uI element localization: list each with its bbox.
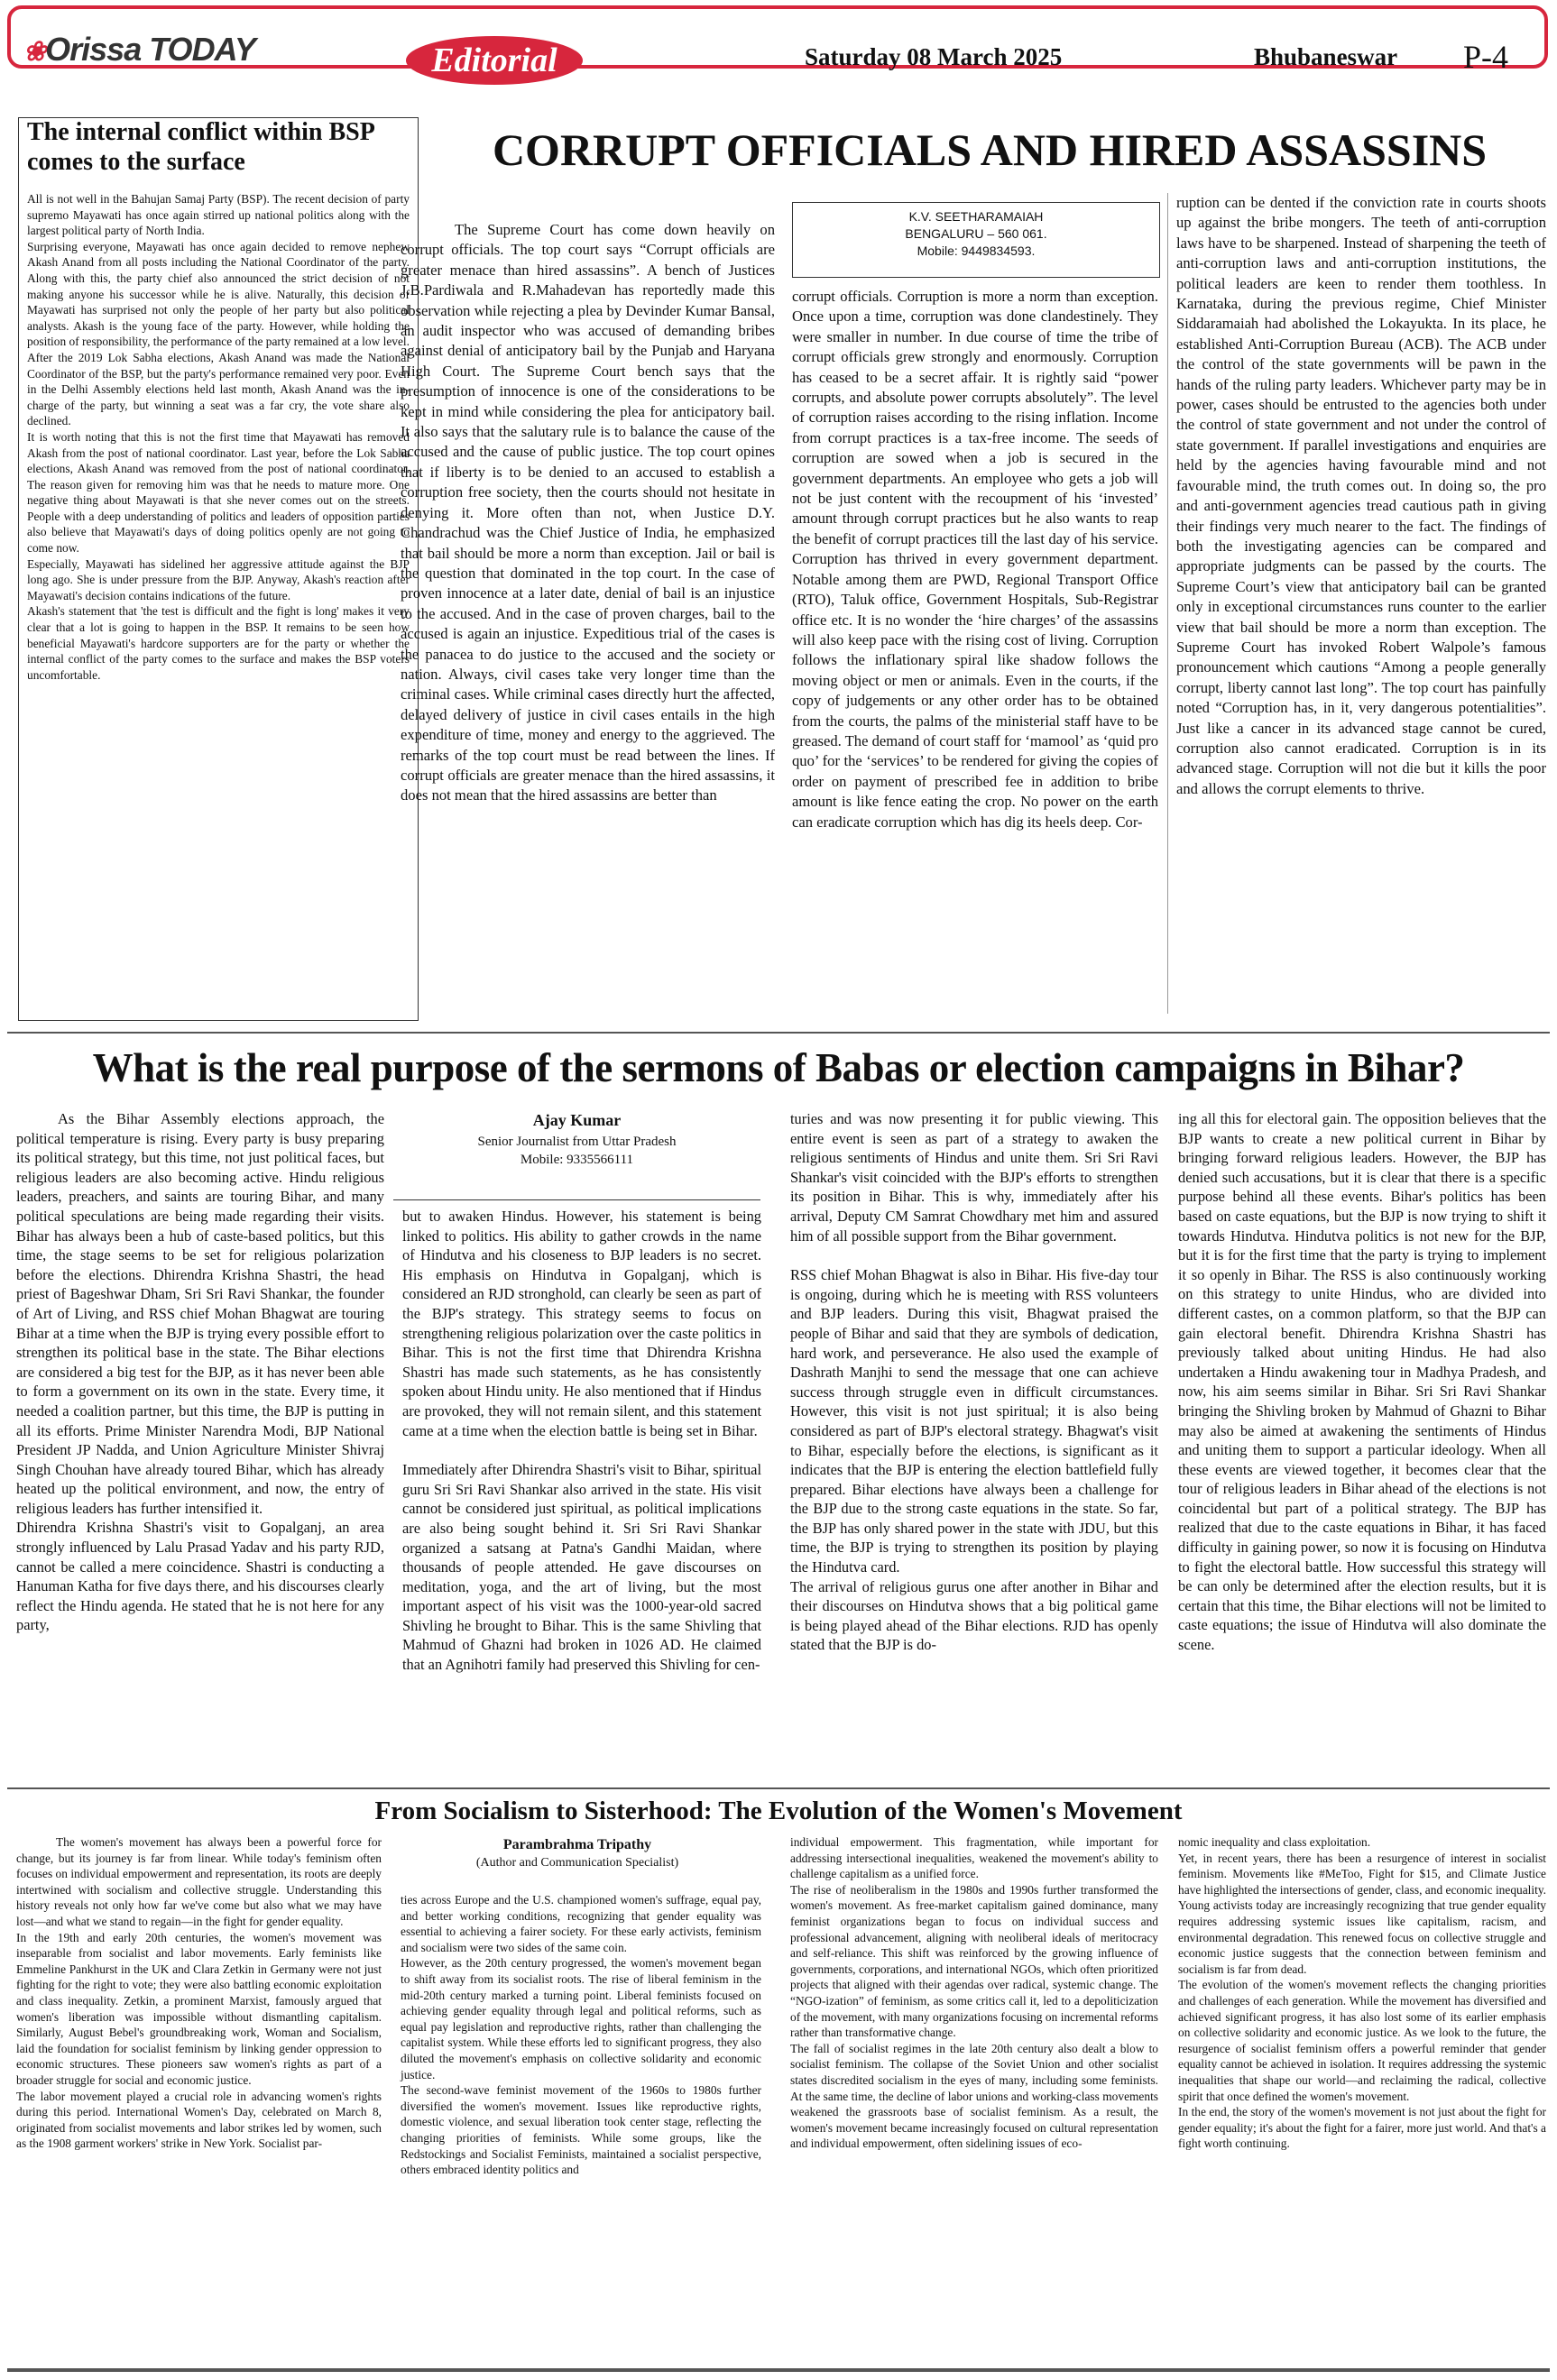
author-location: BENGALURU – 560 061. — [905, 226, 1047, 241]
bihar-author-block — [393, 1109, 760, 1208]
bsp-body — [27, 191, 410, 683]
bihar-col-3 — [790, 1109, 1158, 1655]
paragraph: ing all this for electoral gain. The opposition believes that the BJP wants to create a new political current in Bihar by bringing forward religious leaders. However, the BJP has denied such accusations, but it is clear that there is a specific purpose behind all these events. Bihar's politics has been based on caste equations, but the BJP is now trying to shift it towards Hindutva. Hindutva politics is not new for the BJP, but it is for the first time that the party is trying to implement it so openly in Bihar. The RSS is also continuously working on this strategy to unite Hindus, who are divided into different castes, on a common platform, so that the BJP can gain electoral benefit. Dhirendra Krishna Shastri has previously talked about uniting Hindus. He had also undertaken a Hindu awakening tour in Madhya Pradesh, and now, his aim seems similar in Bihar. Sri Sri Ravi Shankar bringing the Shivling broken by Mahmud of Ghazni to Bihar may also be aimed at awakening the sentiments of Hindus and uniting them to support a particular ideology. When all these events are viewed together, it becomes clear that the tour of religious leaders in Bihar ahead of the elections is not coincidental but part of a political strategy. The BJP has realized that due to the caste equations in Bihar, it has faced difficulty in gaining power, so now it is focusing on Hindutva to fight the electoral battle. How successful this strategy will be can only be determined after the election results, but it is certain that this time, the Bihar elections will not be limited to caste equations; the issue of Hindutva will also dominate the scene. — [1178, 1110, 1546, 1654]
paragraph: The evolution of the women's movement reflects the changing priorities and challenges of each generation. While the movement has diversified and achieved significant progress, it has also lost some of its earlier emphasis on collective solidarity and economic justice. As we look to the future, the resurgence of socialist feminism offers a powerful reminder that gender equality cannot be achieved in isolation. It requires addressing the systemic inequalities that shape our world—and reclaiming the radical, collective spirit that once defined the women's movement. — [1178, 1978, 1546, 2103]
paragraph: Dhirendra Krishna Shastri's visit to Gopalganj, an area strongly influenced by Lalu Prasad Yadav and his party RJD, cannot be called a mere coincidence. Shastri is conducting a Hanuman Katha for five days there, and his discourses clearly reflect the Hindu agenda. He stated that he is not here for any party, — [16, 1519, 384, 1634]
author-phone: Mobile: 9449834593. — [917, 244, 1036, 258]
paragraph: The fall of socialist regimes in the late 20th century also dealt a blow to socialist feminism. The collapse of the Soviet Union and other socialist states discredited socialism in the eyes of many, including some feminists. At the same time, the decline of labor unions and working-class movements weakened the grassroots base of socialist feminism. As a result, the women's movement became increasingly focused on cultural representation and individual empowerment, often sidelining issues of eco- — [790, 2041, 1158, 2151]
bihar-col-1 — [16, 1109, 384, 1635]
section-badge: Editorial — [406, 36, 583, 85]
author-name: Ajay Kumar — [532, 1111, 622, 1129]
women-col-2 — [401, 1892, 761, 2178]
paragraph: but to awaken Hindus. However, his statement is being linked to politics. His ability to gather crowds in the name of Hindutva and his closeness to BJP leaders is no secret. His emphasis on Hindutva in Gopalganj, which is considered an RJD stronghold, can clearly be seen as part of the BJP's strategy. This strategy seems to focus on strengthening religious polarization over the caste politics in Bihar. This is not the first time that Dhirendra Krishna Shastri has made such statements, as he has consistently spoken about Hindu unity. He also mentioned that if Hindus are provoked, they will not remain silent, and this statement came at a time when the election battle is being set in Bihar. — [402, 1208, 761, 1439]
corrupt-headline: CORRUPT OFFICIALS AND HIRED ASSASSINS — [492, 124, 1488, 175]
paragraph: As the Bihar Assembly elections approach, the political temperature is rising. Every party is busy preparing its political strategy, but this time, not just political faces, but religious leaders are also becoming active. Hindu religious leaders, preachers, and saints are touring Bihar, and many political speculations are being made regarding their visits. Bihar has always been a hub of caste-based politics, but this time, the stage seems to be set for religious polarization before the elections. Dhirendra Krishna Shastri, the head priest of Bageshwar Dham, Sri Sri Ravi Shankar, the founder of Art of Living, and RSS chief Mohan Bhagwat are touring Bihar at a time when the BJP is trying every possible effort to strengthen its political base in the state. The Bihar elections are considered a big test for the BJP, as it has never been able to form a government on its own in the state. Every time, it needed a coalition partner, but this time, the BJP is putting in all its efforts. Prime Minister Narendra Modi, BJP National President JP Nadda, and Union Agriculture Minister Shivraj Singh Chouhan have already toured Bihar, which has already heated up the political environment, and now, the entry of religious leaders has further intensified it. — [16, 1110, 384, 1517]
paragraph: However, as the 20th century progressed, the women's movement began to shift away from its socialist roots. The rise of liberal feminism in the mid-20th century marked a turning point. Liberal feminists focused on achieving gender equality through legal and political reforms, such as equal pay legislation and reproductive rights, rather than challenging the capitalist system. While these efforts led to significant progress, they also diluted the movement's emphasis on collective solidarity and economic justice. — [401, 1956, 761, 2081]
orissa-today-logo: ❀Orissa TODAY — [23, 31, 255, 68]
issue-date: Saturday 08 March 2025 — [805, 43, 1063, 70]
paragraph: individual empowerment. This fragmentation, while important for addressing intersectional inequalities, weakened the movement's ability to challenge capitalism as a unified force. — [790, 1835, 1158, 1881]
women-author-block — [397, 1836, 758, 1871]
bsp-headline: The internal conflict within BSP comes to the surface — [27, 118, 374, 176]
author-name: K.V. SEETHARAMAIAH — [908, 209, 1044, 224]
paragraph: Immediately after Dhirendra Shastri's visit to Bihar, spiritual guru Sri Sri Ravi Shankar also arrived in the state. His visit cannot be considered just spiritual, as political implications are also being sought behind it. Sri Sri Ravi Shankar organized a satsang at Patna's Gandhi Maidan, where thousands of people attended. He gave discourses on meditation, yoga, and the art of living, but the most important aspect of his visit was the 1000-year-old sacred Shivling he brought to Bihar. This is the same Shivling that Mahmud of Ghazni had broken in 1026 AD. He claimed that an Agnihotri family had preserved this Shivling for cen- — [402, 1461, 761, 1674]
paragraph: The second-wave feminist movement of the 1960s to 1980s further diversified the women's movement. Issues like reproductive rights, domestic violence, and sexual liberation took center stage, reflecting the changing priorities of feminists. While some groups, like the Redstockings and Socialist Feminists, maintained a socialist perspective, others embraced identity politics and — [401, 2083, 761, 2177]
women-col-3 — [790, 1834, 1158, 2152]
paragraph: The Supreme Court has come down heavily on corrupt officials. The top court says “Corrupt officials are greater menace than hired assassins”. A bench of Justices J.B.Pardiwala and R.Mahadevan has reportedly made this observation while rejecting a plea by Devinder Kumar Bansal, an audit inspector who was accused of demanding bribes against denial of anticipatory bail by the Punjab and Haryana High Court. The Supreme Court bench says that the presumption of innocence is one of the considerations to be kept in mind while considering the plea for anticipatory bail. It also says that the salutary rule is to balance the cause of the accused and the cause of public justice. The top court opines that if liberty is to be denied to an accused to establish a corruption free society, then the courts should not hesitate in denying it. More often than not, when Justice D.Y. Chandrachud was the Chief Justice of India, he emphasized that bail should be more a norm than exception. Jail or bail is the question that dominated in the top court. In the case of proven innocence at a later date, denial of bail is an injustice to the accused. And in the case of proven charges, bail to the accused is again an injustice. Expeditious trial of the cases is the panacea to do justice to the accused and the society or nation. Always, civil cases take very longer time than the criminal cases. While criminal cases directly hurt the affected, delayed delivery of justice in civil cases entails in the high expenditure of time, money and energy to the aggrieved. The remarks of the top court must be read between the lines. If corrupt officials are greater menace than the hired assassins, it does not mean that the hired assassins are better than — [401, 221, 775, 804]
paragraph: turies and was now presenting it for public viewing. This entire event is seen as part of a strategy to awaken the religious sentiments of Hindus and unite them. Sri Sri Ravi Shankar's visit coincided with the BJP's efforts to strengthen its position in Bihar. This is why, immediately after his arrival, Deputy CM Samrat Chowdhary met him and assured him of all possible support from the Bihar government. — [790, 1110, 1158, 1245]
paragraph: Especially, Mayawati has sidelined her aggressive attitude against the BJP long ago. She is under pressure from the BJP. Anyway, Akash's reaction after Mayawati's decision contains indications of the future. — [27, 556, 410, 602]
paragraph: Surprising everyone, Mayawati has once again decided to remove nephew Akash Anand from all posts including the National Coordinator of the party. Along with this, the party chief also announced the strict decision of not making anyone his successor while he is alive. Naturally, this decision of Mayawati has surprised not only the people of her party but also political analysts. Akash is the young face of the party. However, while holding the position of responsibility, the performance of the party remained at a low level. After the 2019 Lok Sabha elections, Akash Anand was made the National Coordinator of the BSP, but the party's performance remained very poor. Even in the Delhi Assembly elections held last month, Akash Anand was the in-charge of the party, but winning a seat was a far cry, the vote share also declined. — [27, 239, 410, 428]
corrupt-col-3 — [1176, 193, 1546, 799]
paragraph: The arrival of religious gurus one after another in Bihar and their discourses on Hindutva shows that a big political game is being played ahead of the Bihar elections. RJD has openly stated that the BJP is do- — [790, 1577, 1158, 1654]
bihar-col-2 — [402, 1207, 761, 1675]
bottom-rule — [7, 2368, 1550, 2372]
women-col-4 — [1178, 1834, 1546, 2152]
women-col-1 — [16, 1834, 382, 2152]
paragraph: All is not well in the Bahujan Samaj Party (BSP). The recent decision of party supremo Mayawati has once again stirred up national politics along with the largest political party of North India. — [27, 192, 410, 238]
author-name: Parambrahma Tripathy — [502, 1837, 652, 1852]
paragraph: RSS chief Mohan Bhagwat is also in Bihar. His five-day tour is ongoing, during which he is meeting with RSS volunteers and BJP leaders. During this visit, Bhagwat praised the people of Bihar and said that they are symbols of dedication, hard work, and perseverance. He also used the example of Dashrath Manjhi to send the message that one can achieve success through struggle even in difficult circumstances. However, this visit is not just spiritual; it is also being considered as part of BJP's electoral strategy. Bhagwat's visit to Bihar, especially before the elections, is significant as it indicates that the BJP is entering the election battlefield fully prepared. Bihar elections have always been a challenge for the BJP due to the strong caste equations in the state. So far, the BJP has only shared power in the state with JDU, but this time, the BJP is trying to strengthen its position by playing the Hindutva card. — [790, 1266, 1158, 1576]
paragraph: nomic inequality and class exploitation. — [1178, 1835, 1371, 1849]
paragraph: Akash's statement that 'the test is difficult and the fight is long' makes it very clear that a lot is going to happen in the BSP. It remains to be seen how beneficial Mayawati's hardcore supporters are for the party or whether the internal conflict of the party comes to the surface and makes the BSP voters uncomfortable. — [27, 604, 410, 682]
paragraph: In the end, the story of the women's movement is not just about the fight for gender equality; it's about the fight for a fairer, more just world. And that's a fight worth continuing. — [1178, 2105, 1546, 2151]
bihar-headline: What is the real purpose of the sermons of Babas or election campaigns in Bihar? — [92, 1045, 1465, 1090]
column-divider — [1167, 193, 1168, 1014]
paragraph: ties across Europe and the U.S. championed women's suffrage, equal pay, and better working conditions, recognizing that gender equality was essential to achieving a fairer society. For these early activists, feminism and socialism were two sides of the same coin. — [401, 1893, 761, 1954]
corrupt-author-box — [792, 202, 1160, 278]
section-divider — [7, 1787, 1550, 1789]
paragraph: corrupt officials. Corruption is more a norm than exception. Once upon a time, corruption was done clandestinely. They were smaller in number. In due course of time the tribe of corrupt officials grew strongly and enormously. Corruption has ceased to be a secret affair. It is rightly said “power corrupts, and absolute power corrupts absolutely”. The level of corruption raises according to the rising inflation. Income from corrupt practices is a tax-free income. The seeds of corruption are sowed when a job is secured in the government departments. An employee who gets a job will not be just content with the recoupment of his ‘invested’ amount through corrupt practices but he also wants to reap the benefit of corrupt practices till the last day of his service. Corruption has thrived in every government department. Notable among them are PWD, Regional Transport Office (RTO), Taluk office, Government Hospitals, Sub-Registrar office etc. It is no wonder the ‘hire charges’ of the assassins will also keep pace with the rising cost of living. Corruption follows the inflationary spiral like shadow follows the moving object or men or animals. Even in the courts, if the copy of judgements or any other order has to be obtained from the courts, the palms of the ministerial staff have to be greased. The demand of court staff for ‘mamool’ as ‘quid pro quo’ for the ‘services’ to be rendered for giving the copies of order on payment of prescribed fee in addition to bribe amount is like fence eating the crop. No power on the earth can eradicate corruption which has dig its heels deep. Cor- — [792, 288, 1158, 831]
paragraph: Yet, in recent years, there has been a resurgence of interest in socialist feminism. Movements like #MeToo, Fight for $15, and Climate Justice have highlighted the intersections of gender, class, and economic inequality. Young activists today are increasingly recognizing that true gender equality requires addressing systemic issues like capitalism, racism, and environmental degradation. This renewed focus on collective struggle and economic justice suggests that the connection between feminism and socialism is far from dead. — [1178, 1851, 1546, 1976]
paragraph: In the 19th and early 20th centuries, the women's movement was inseparable from socialist and labor movements. Early feminists like Emmeline Pankhurst in the UK and Clara Zetkin in Germany were not just fighting for the right to vote; they were also battling economic exploitation and class inequality. Zetkin, a prominent Marxist, famously argued that women's liberation was impossible without dismantling capitalism. Similarly, August Bebel's groundbreaking work, Woman and Socialism, laid the foundation for socialist feminism by linking gender oppression to economic structures. These pioneers saw women's rights as part of a broader struggle for social and economic justice. — [16, 1930, 382, 2087]
page-number: P-4 — [1463, 39, 1509, 75]
women-headline: From Socialism to Sisterhood: The Evolution of the Women's Movement — [374, 1796, 1183, 1825]
paragraph: ruption can be dented if the conviction rate in courts shoots up against the bribe mongers. The teeth of anti-corruption laws have to be sharpened. Instead of sharpening the teeth of anti-corruption laws and anti-corruption institutions, the political leaders are keen to render them toothless. In Karnataka, during the previous regime, Chief Minister Siddaramaiah had abolished the Lokayukta. In its place, he established Anti-Corruption Bureau (ACB). The ACB under the control of the state governments will be pawn in the hands of the ruling party leaders. Whichever party may be in power, cases should be entrusted to the agencies both under the control of state government and not under the control of state government. If parallel investigations and enquiries are held by the agencies having favourable mind and not favourable mind, the truth comes out. In doing so, the pro and anti-government agencies tread cautious path in giving their findings very much nearer to the fact. The findings of both the investigating agencies can be compared and appropriate judgments can be passed by the courts. The Supreme Court’s view that anticipatory bail can be granted only in exceptional circumstances runs counter to the earlier view that bail should be more a norm than exception. The Supreme Court has invoked Robert Walpole’s famous pronouncement which cautions “Among a people generally corrupt, liberty cannot last long”. The top court has painfully noted “Corruption has, in it, very dangerous potentialities”. Just like a cancer in its advanced stage cannot be cured, corruption also cannot eradicated. Corruption is in its advanced stage. Corruption will not die but it kills the poor and allows the corrupt elements to thrive. — [1176, 194, 1546, 797]
paragraph: The labor movement played a crucial role in advancing women's rights during this period. International Women's Day, celebrated on March 8, originated from socialist movements and labor strikes led by women, such as the 1908 garment workers' strike in New York. Socialist par- — [16, 2089, 382, 2151]
bihar-col-4 — [1178, 1109, 1546, 1655]
author-block-border — [393, 1199, 760, 1200]
section-divider — [7, 1032, 1550, 1034]
paragraph: The women's movement has always been a powerful force for change, but its journey is far from linear. While today's feminism often focuses on individual empowerment and representation, its roots are deeply intertwined with socialism and collective struggle. Understanding this history reveals not only how far we've come but also what we may have lost—and what we stand to regain—in the fight for gender equality. — [16, 1835, 382, 1928]
corrupt-col-2 — [792, 287, 1158, 832]
paragraph: The rise of neoliberalism in the 1980s and 1990s further transformed the women's movement. As free-market capitalism gained dominance, many feminist organizations began to focus on individual success and professional advancement, aligning with neoliberal ideals of meritocracy and self-reliance. This shift was reinforced by the growing influence of governments, corporations, and international NGOs, which often prioritized projects that aligned with their agendas over radical, systemic change. The “NGO-ization” of feminism, as some critics call it, led to a depoliticization of the movement, with many organizations focusing on incremental reforms rather than transformative change. — [790, 1882, 1158, 2040]
paragraph: It is worth noting that this is not the first time that Mayawati has removed Akash from the post of national coordinator. Last year, before the Lok Sabha elections, Akash Anand was removed from the post of national coordinator. The reason given for removing him was that he needs to mature more. One negative thing about Mayawati is that she never comes out on the streets. People with a deep understanding of politics and leaders of opposition parties also believe that Mayawati's days of doing politics openly are not going to come now. — [27, 429, 410, 556]
author-title: Senior Journalist from Uttar Pradesh — [477, 1135, 677, 1149]
author-title: (Author and Communication Specialist) — [475, 1856, 679, 1870]
city-name: Bhubaneswar — [1254, 43, 1398, 70]
author-phone: Mobile: 9335566111 — [520, 1153, 634, 1167]
corrupt-col-1 — [401, 220, 775, 806]
